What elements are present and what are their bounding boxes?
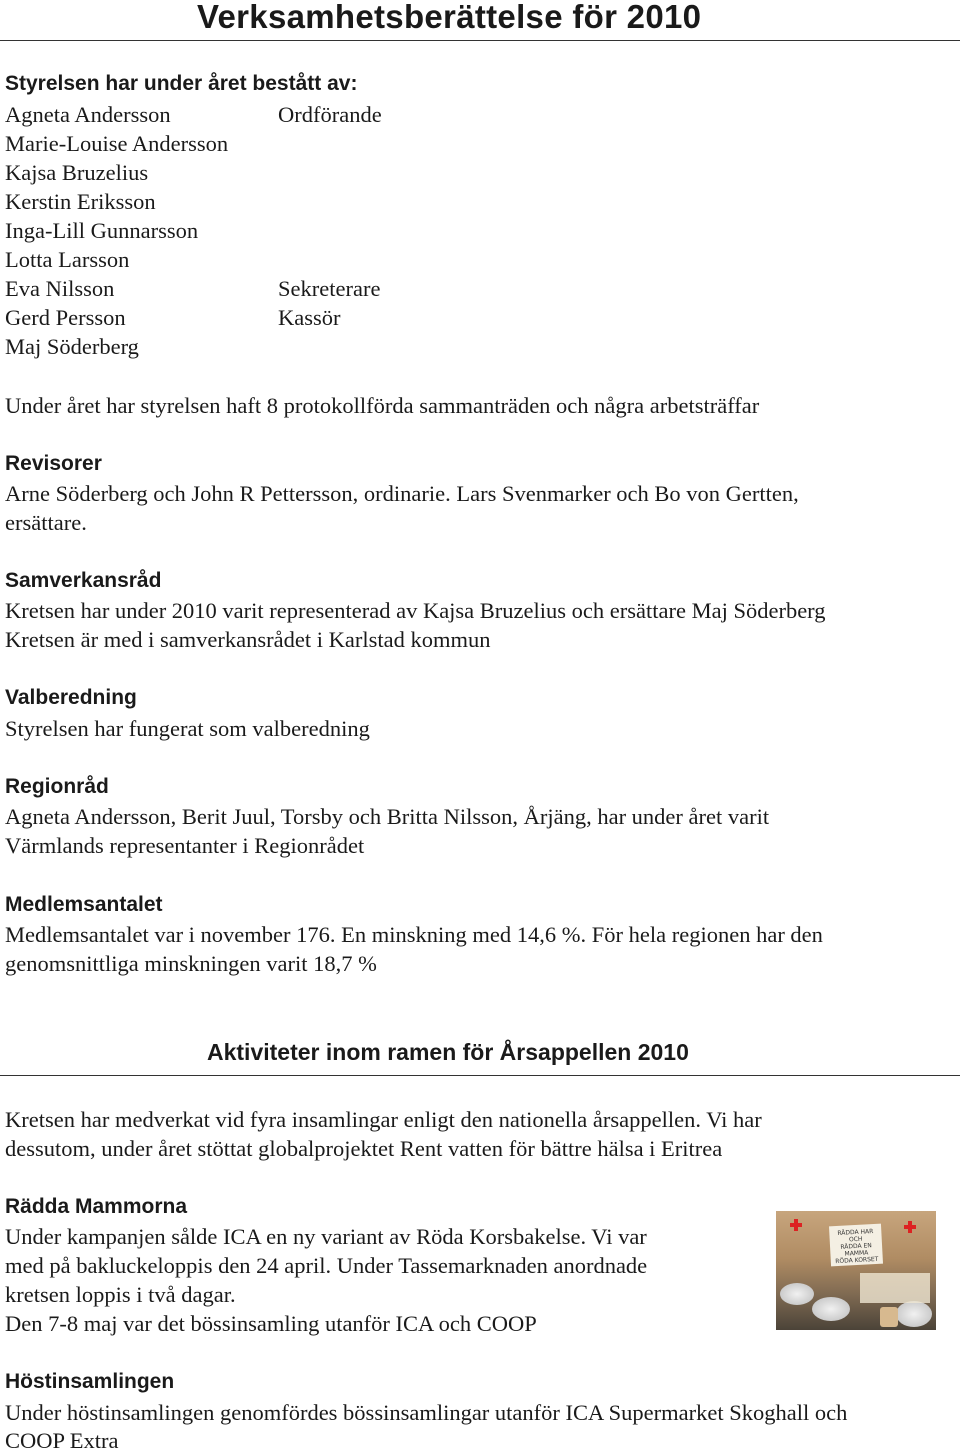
radda-mammorna-heading: Rädda Mammorna	[5, 1195, 188, 1218]
hostinsamlingen-text: COOP Extra	[5, 1428, 119, 1453]
member-name: Kajsa Bruzelius	[5, 160, 149, 185]
hostinsamlingen-text: Under höstinsamlingen genomfördes bössinsamlingar utanför ICA Supermarket Skoghall och	[5, 1400, 848, 1425]
photo-sign-line: RÖDA KORSET	[835, 1255, 879, 1266]
medlemsantalet-text: genomsnittliga minskningen varit 18,7 %	[5, 951, 377, 976]
activities-intro: Kretsen har medverkat vid fyra insamlingar enligt den nationella årsappellen. Vi har	[5, 1107, 762, 1132]
activities-heading: Aktiviteter inom ramen för Årsappellen 2010	[207, 1039, 689, 1065]
regionrad-heading: Regionråd	[5, 775, 109, 798]
photo-sign-line: RÄDDA HAR	[837, 1228, 874, 1237]
board-heading: Styrelsen har under året bestått av:	[5, 72, 358, 95]
valberedning-heading: Valberedning	[5, 686, 137, 709]
plate	[896, 1301, 932, 1327]
photo-sign-line: MAMMA	[844, 1249, 869, 1258]
regionrad-text: Värmlands representanter i Regionrådet	[5, 833, 365, 858]
samverkansrad-heading: Samverkansråd	[5, 569, 162, 592]
plate	[780, 1283, 814, 1305]
regionrad-text: Agneta Andersson, Berit Juul, Torsby och Britta Nilsson, Årjäng, har under året varit	[5, 804, 770, 829]
revisorer-text: ersättare.	[5, 510, 87, 535]
medlemsantalet-heading: Medlemsantalet	[5, 893, 163, 916]
member-name: Agneta Andersson	[5, 102, 171, 127]
hostinsamlingen-heading: Höstinsamlingen	[5, 1370, 175, 1393]
photo-sign-line: RÄDDA EN	[840, 1242, 872, 1251]
member-role: Ordförande	[278, 102, 382, 127]
cup	[880, 1307, 898, 1327]
member-name: Gerd Persson	[5, 305, 126, 330]
member-name: Maj Söderberg	[5, 334, 139, 359]
medlemsantalet-text: Medlemsantalet var i november 176. En minskning med 14,6 %. För hela regionen har den	[5, 922, 823, 947]
member-name: Eva Nilsson	[5, 276, 115, 301]
samverkansrad-text: Kretsen är med i samverkansrådet i Karlstad kommun	[5, 627, 491, 652]
samverkansrad-text: Kretsen har under 2010 varit representerad av Kajsa Bruzelius och ersättare Maj Söderberg	[5, 598, 826, 623]
photo-sign-line: OCH	[848, 1235, 863, 1244]
member-name: Inga-Lill Gunnarsson	[5, 218, 199, 243]
radda-mammorna-text: Den 7-8 maj var det bössinsamling utanför ICA och COOP	[5, 1311, 537, 1336]
radda-mammorna-text: med på bakluckeloppis den 24 april. Under Tassemarknaden anordnade	[5, 1253, 648, 1278]
red-cross-icon	[790, 1219, 802, 1231]
photo-sign	[829, 1224, 883, 1267]
activities-underline	[0, 1075, 960, 1076]
member-role: Kassör	[278, 305, 341, 330]
document-title: Verksamhetsberättelse för 2010	[197, 0, 702, 35]
meetings-text: Under året har styrelsen haft 8 protokollförda sammanträden och några arbetsträffar	[5, 393, 760, 418]
radda-mammorna-text: kretsen loppis i två dagar.	[5, 1282, 236, 1307]
plate	[812, 1297, 850, 1321]
valberedning-text: Styrelsen har fungerat som valberedning	[5, 716, 370, 741]
member-name: Marie-Louise Andersson	[5, 131, 229, 156]
revisorer-text: Arne Söderberg och John R Pettersson, ordinarie. Lars Svenmarker och Bo von Gertten,	[5, 481, 799, 506]
tablecloth	[860, 1273, 930, 1303]
member-name: Lotta Larsson	[5, 247, 130, 272]
campaign-photo	[776, 1211, 936, 1330]
activities-intro: dessutom, under året stöttat globalprojektet Rent vatten för bättre hälsa i Eritrea	[5, 1136, 723, 1161]
title-underline	[0, 40, 960, 41]
radda-mammorna-text: Under kampanjen sålde ICA en ny variant av Röda Korsbakelse. Vi var	[5, 1224, 647, 1249]
member-role: Sekreterare	[278, 276, 381, 301]
revisorer-heading: Revisorer	[5, 452, 102, 475]
red-cross-icon	[904, 1221, 916, 1233]
member-name: Kerstin Eriksson	[5, 189, 156, 214]
